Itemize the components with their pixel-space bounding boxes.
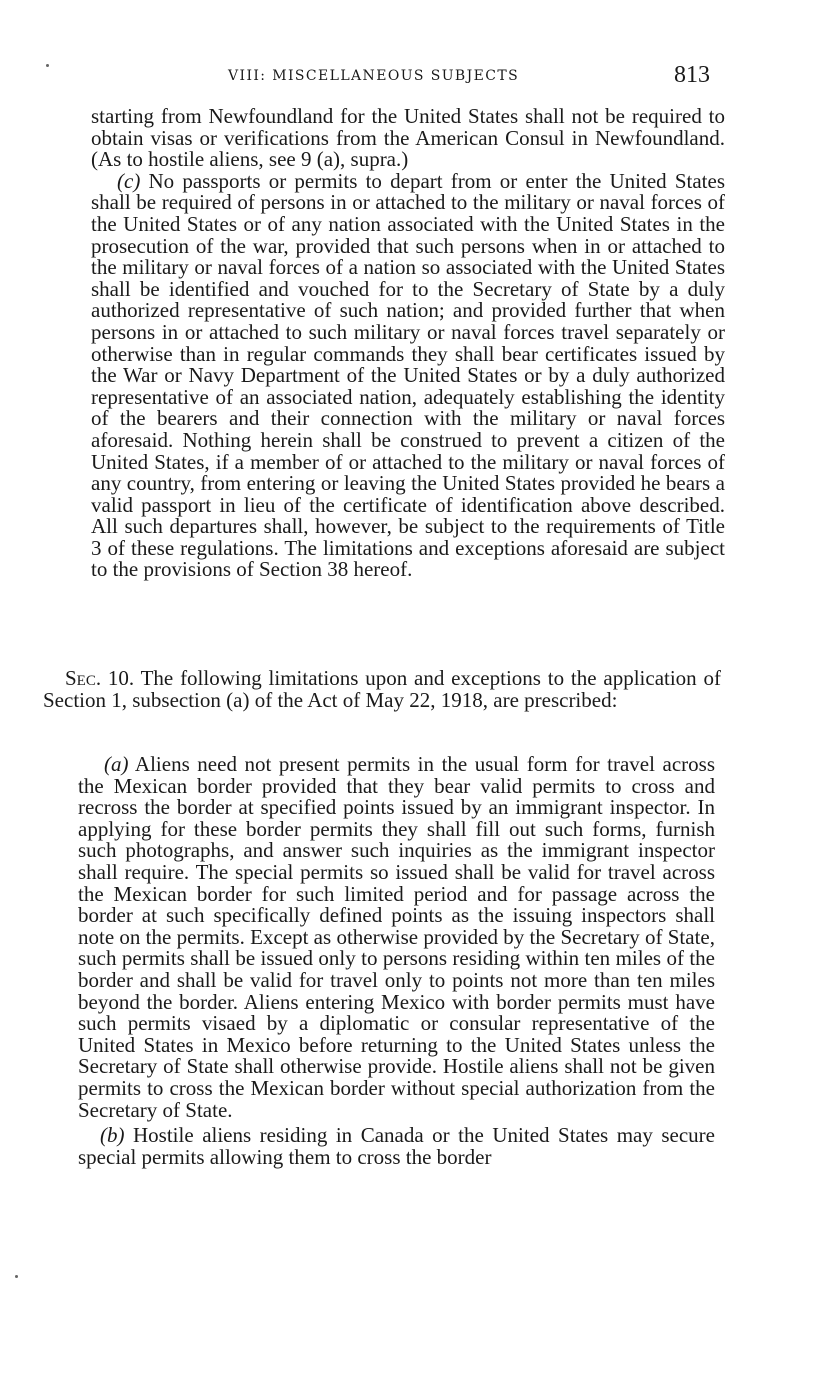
- paragraph-continued: starting from Newfoundland for the United States shall not be required to obtain visas or verifications from the American Consul in Newfoundland. (As to hostile aliens, see 9 (a), supra.): [91, 104, 725, 172]
- section-heading: Sec. 10.: [65, 666, 135, 690]
- page-header: [0, 64, 831, 94]
- section-10-text: The following limitations upon and exceptions to the application of Section 1, subsection (a) of the Act of May 22, 1918, are prescribed:: [43, 666, 721, 712]
- paragraph-b-text: Hostile aliens residing in Canada or the United States may secure special permits allowing them to cross the border: [78, 1123, 715, 1169]
- paragraph-a-text: Aliens need not present permits in the usual form for travel across the Mexican border provided that they bear valid permits to cross and recross the border at specified points issued by an immigrant inspector. In applying for these border permits they shall fill out such forms, furnish such photographs, and answer such inquiries as the immigrant inspector shall require. The special permits so issued shall be valid for travel across the Mexican border for such limited period and for passage across the border at such specifically defined points as the issuing inspectors shall note on the permits. Except as otherwise provided by the Secretary of State, such permits shall be issued only to persons residing within ten miles of the border and shall be valid for travel only to points not more than ten miles beyond the border. Aliens entering Mexico with border permits must have such permits visaed by a diplomatic or consular representative of the United States in Mexico before returning to the United States unless the Secretary of State shall otherwise provide. Hostile aliens shall not be given permits to cross the Mexican border without special authorization from the Secretary of State.: [78, 752, 715, 1122]
- paragraph-label-a: (a): [104, 752, 129, 776]
- paragraph-label-c: (c): [117, 168, 141, 193]
- paragraph-label-b: (b): [100, 1123, 125, 1148]
- running-head: VIII: MISCELLANEOUS SUBJECTS: [228, 68, 520, 84]
- section-10-subsections: [78, 754, 715, 1168]
- section-10-intro: [43, 668, 721, 711]
- stray-ink-mark: [46, 64, 49, 67]
- continued-section-9-text: [91, 106, 725, 581]
- paragraph-a: [78, 754, 715, 1121]
- stray-ink-mark: [15, 1275, 18, 1278]
- paragraph-c-text: No passports or permits to depart from or enter the United States shall be required of persons in or attached to the military or naval forces of the United States or of any nation associated with the United States in the prosecution of the war, provided that such persons when in or attached to the military or naval forces of a nation so associated with the United States shall be identified and vouched for to the Secretary of State by a duly authorized representative of such nation; and provided further that when persons in or attached to such military or naval forces travel separately or otherwise than in regular commands they shall bear certificates issued by the War or Navy Department of the United States or by a duly authorized representative of an associated nation, adequately establishing the identity of the bearers and their connection with the military or naval forces aforesaid. Nothing herein shall be construed to prevent a citizen of the United States, if a member of or attached to the military or naval forces of any country, from entering or leaving the United States provided he bears a valid passport in lieu of the certificate of identification above described. All such departures shall, however, be subject to the requirements of Title 3 of these regulations. The limitations and exceptions aforesaid are subject to the provisions of Section 38 hereof.: [91, 168, 725, 582]
- paragraph-c: [91, 168, 725, 582]
- paragraph-b: [78, 1125, 715, 1168]
- page-number: 813: [674, 62, 710, 88]
